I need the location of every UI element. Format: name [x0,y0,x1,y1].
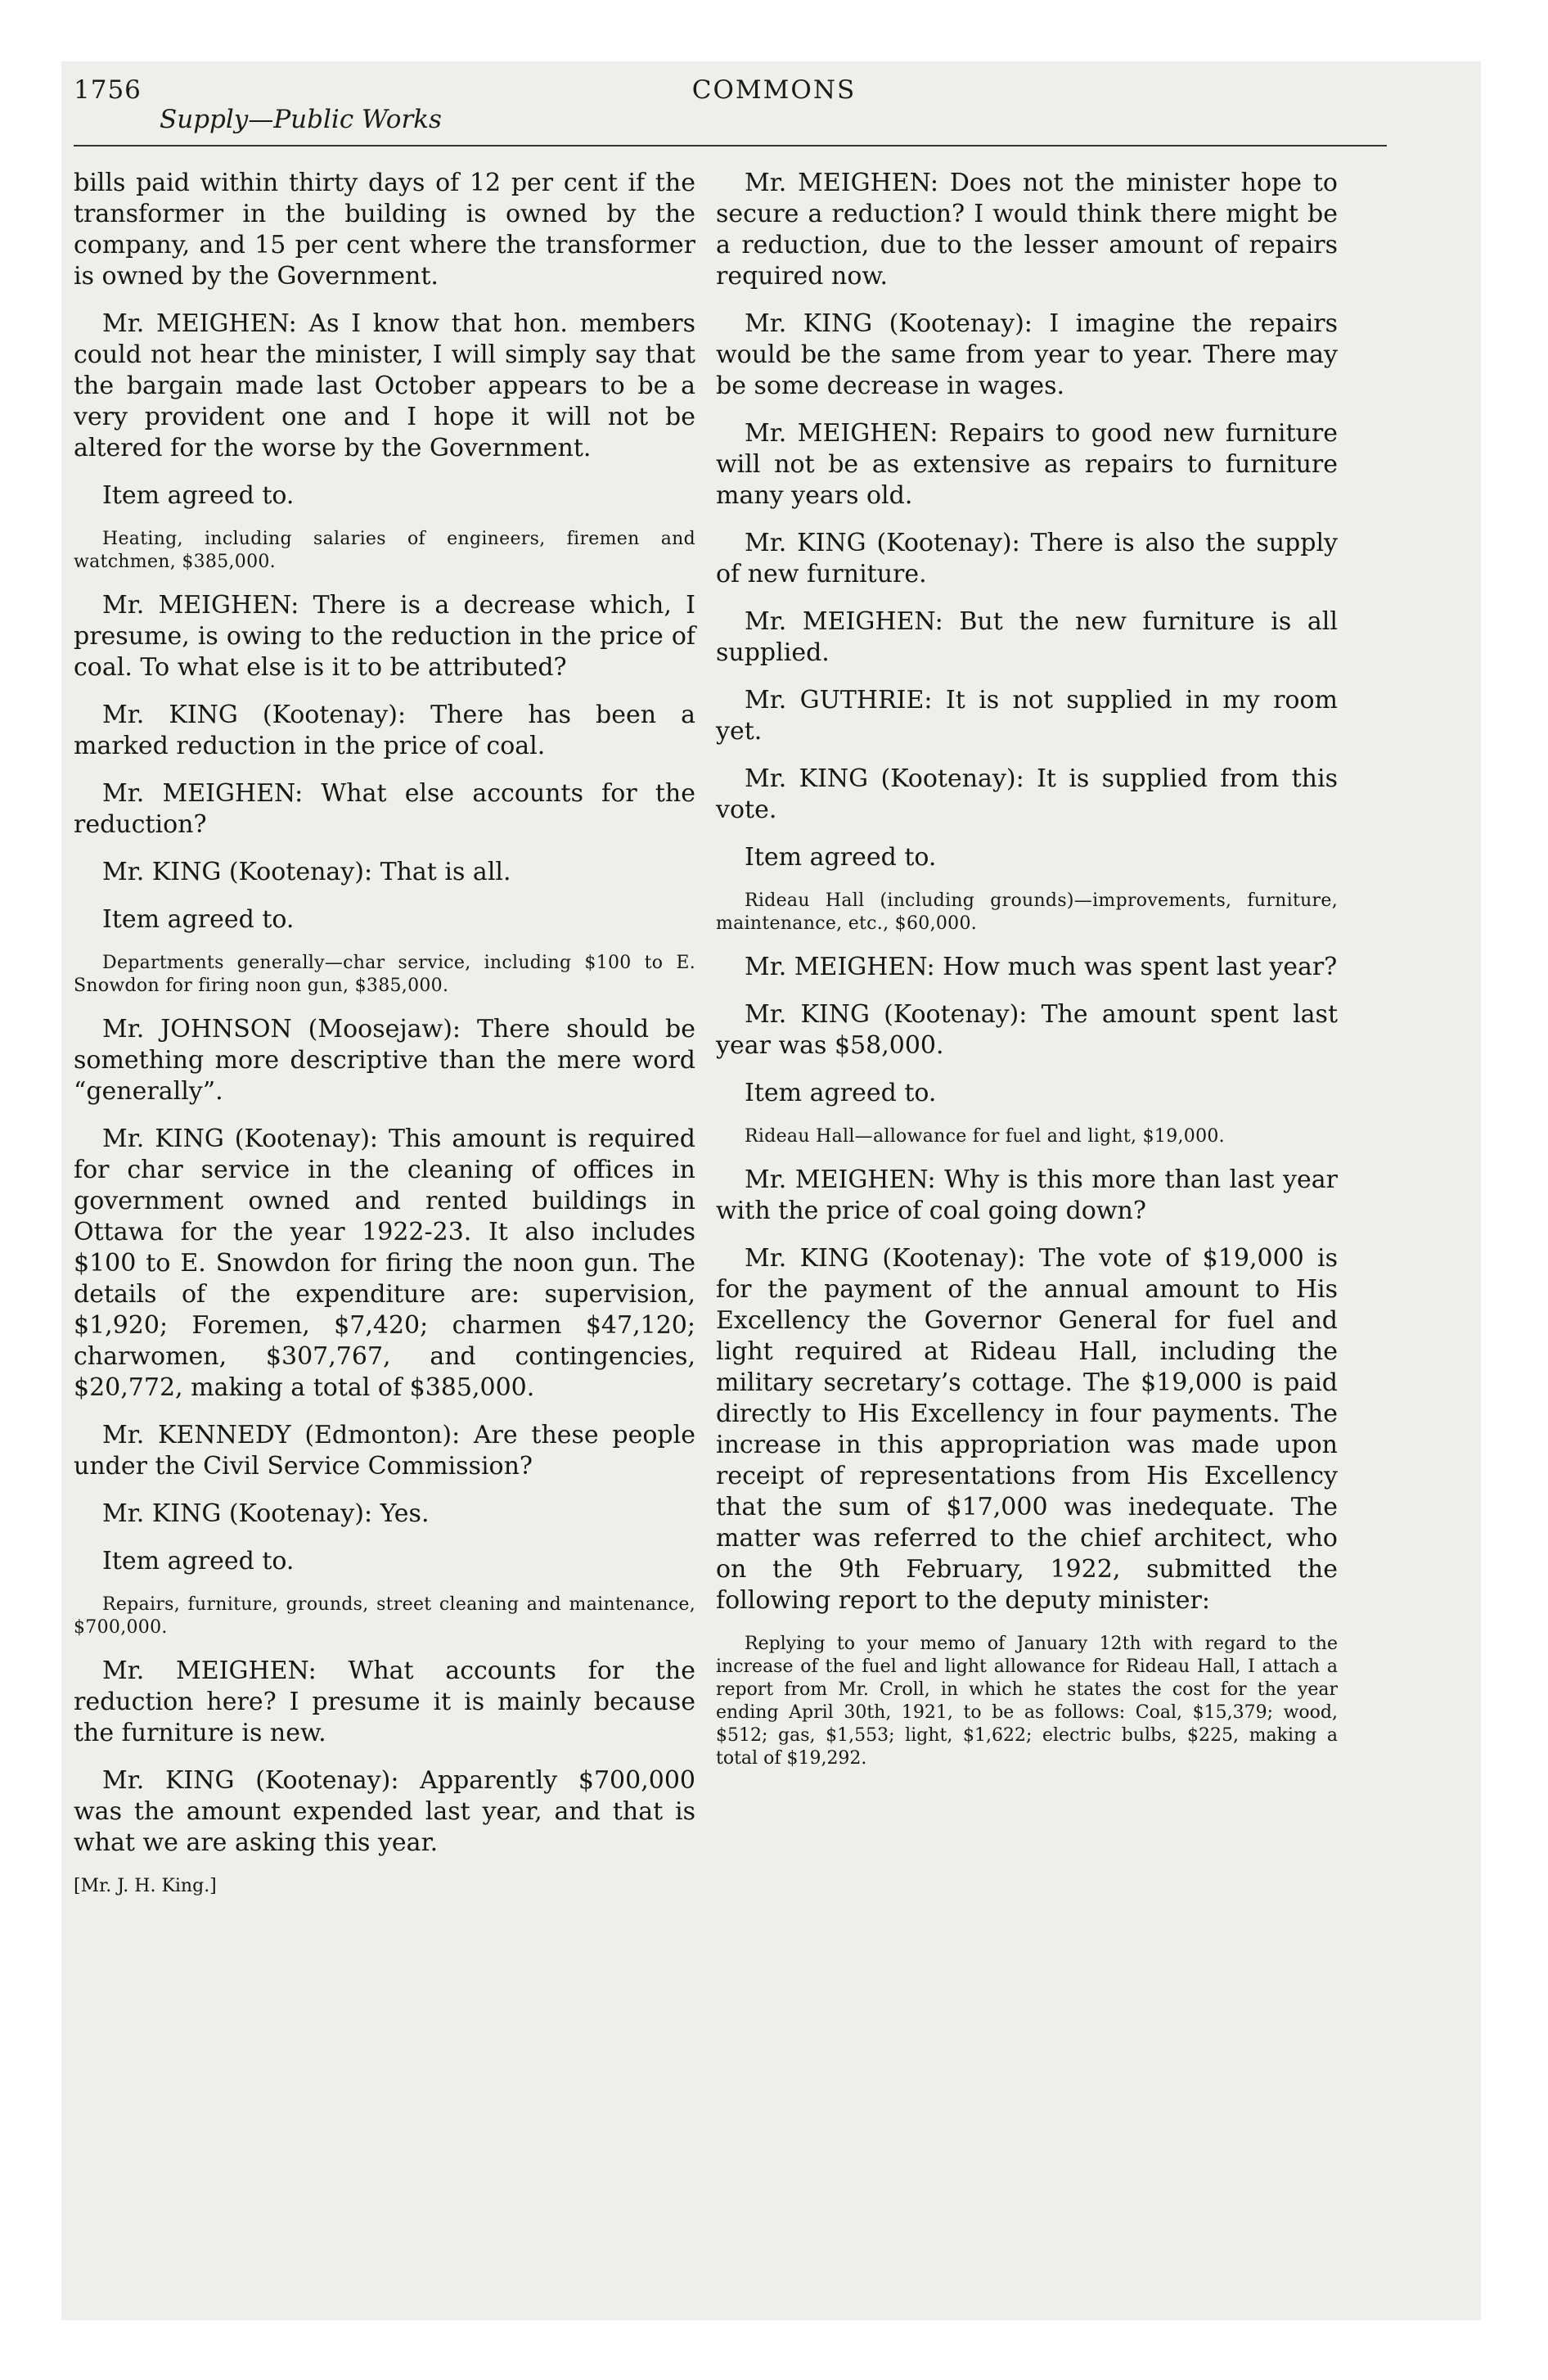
paragraph: Mr. JOHNSON (Moosejaw): There should be something more descriptive than the mere word “generally”. [74,1015,695,1106]
paragraph: Mr. MEIGHEN: What else accounts for the reduction? [74,779,695,839]
paragraph: Mr. KING (Kootenay): This amount is required for char service in the cleaning of offices in government owned and rented buildings in Ottawa for the year 1922-23. It also includes $100 to E. Snowdon for firing the noon gun. The details of the expenditure are: supervision, $1,920; Foremen, $7,420; charmen $47,120; charwomen, $307,767, and contingencies, $20,772, making a total of $385,000. [74,1125,695,1402]
paragraph: Mr. KING (Kootenay): It is supplied from this vote. [716,764,1338,824]
paragraph: Mr. KING (Kootenay): That is all. [102,858,511,886]
speaker-attribution: [Mr. J. H. King.] [74,1876,217,1896]
paragraph: Mr. MEIGHEN: But the new furniture is all supplied. [716,607,1338,667]
page-title: COMMONS [691,75,857,105]
paragraph: Item agreed to. [745,1079,937,1107]
left-column [74,168,695,1914]
paragraph: Mr. KENNEDY (Edmonton): Are these people under the Civil Service Commission? [74,1421,695,1481]
paragraph: Mr. KING (Kootenay): The vote of $19,000 is for the payment of the annual amount to His Excellency the Governor General for fuel and light required at Rideau Hall, including the military secretary’s cottage. The $19,000 is paid directly to His Excellency in four payments. The increase in this appropriation was made upon receipt of representations from His Excellency that the sum of $17,000 was inedequate. The matter was referred to the chief architect, who on the 9th February, 1922, submitted the following report to the deputy minister: [716,1244,1338,1615]
paragraph: Mr. MEIGHEN: Repairs to good new furniture will not be as extensive as repairs to furniture many years old. [716,419,1338,510]
paragraph: Mr. MEIGHEN: There is a decrease which, I presume, is owing to the reduction in the price of coal. To what else is it to be attributed? [74,591,695,682]
supply-item: Departments generally—char service, including $100 to E. Snowdon for firing noon gun, $385,000. [74,953,695,996]
paragraph: Mr. KING (Kootenay): Yes. [102,1499,430,1528]
paragraph: bills paid within thirty days of 12 per cent if the transformer in the building is owned by the company, and 15 per cent where the transformer is owned by the Government. [74,169,695,291]
right-column [716,168,1338,1783]
header-rule [74,145,1387,146]
supply-item: Heating, including salaries of engineers, firemen and watchmen, $385,000. [74,529,695,572]
paragraph: Mr. GUTHRIE: It is not supplied in my room yet. [716,686,1338,746]
page-number: 1756 [74,75,142,105]
supply-item: Rideau Hall—allowance for fuel and light, $19,000. [745,1126,1225,1147]
paragraph: Item agreed to. [745,843,937,872]
paragraph: Item agreed to. [102,481,295,510]
paragraph: Mr. KING (Kootenay): I imagine the repairs would be the same from year to year. There may be some decrease in wages. [716,309,1338,400]
supply-item: Rideau Hall (including grounds)—improvements, furniture, maintenance, etc., $60,000. [716,890,1338,934]
paragraph: Mr. MEIGHEN: As I know that hon. members could not hear the minister, I will simply say that the bargain made last October appears to be a very provident one and I hope it will not be altered for the worse by the Government. [74,309,695,462]
supply-item: Repairs, furniture, grounds, street cleaning and maintenance, $700,000. [74,1594,695,1638]
quoted-report: Replying to your memo of January 12th with regard to the increase of the fuel and light allowance for Rideau Hall, I attach a report from Mr. Croll, in which he states the cost for the year ending April 30th, 1921, to be as follows: Coal, $15,379; wood, $512; gas, $1,553; light, $1,622; electric bulbs, $225, making a total of $19,292. [716,1634,1338,1769]
paragraph: Item agreed to. [102,905,295,934]
paragraph: Mr. MEIGHEN: Does not the minister hope to secure a reduction? I would think there might be a reduction, due to the lesser amount of repairs required now. [716,169,1338,291]
paragraph: Mr. KING (Kootenay): There is also the supply of new furniture. [716,529,1338,588]
paragraph: Mr. MEIGHEN: What accounts for the reduction here? I presume it is mainly because the furniture is new. [74,1657,695,1747]
paragraph: Item agreed to. [102,1547,295,1575]
paragraph: Mr. KING (Kootenay): The amount spent last year was $58,000. [716,1000,1338,1060]
section-subtitle: Supply—Public Works [160,105,442,134]
paragraph: Mr. KING (Kootenay): Apparently $700,000 was the amount expended last year, and that is what we are asking this year. [74,1766,695,1857]
paragraph: Mr. KING (Kootenay): There has been a marked reduction in the price of coal. [74,701,695,760]
paragraph: Mr. MEIGHEN: How much was spent last year? [745,953,1338,981]
paragraph: Mr. MEIGHEN: Why is this more than last year with the price of coal going down? [716,1165,1338,1225]
